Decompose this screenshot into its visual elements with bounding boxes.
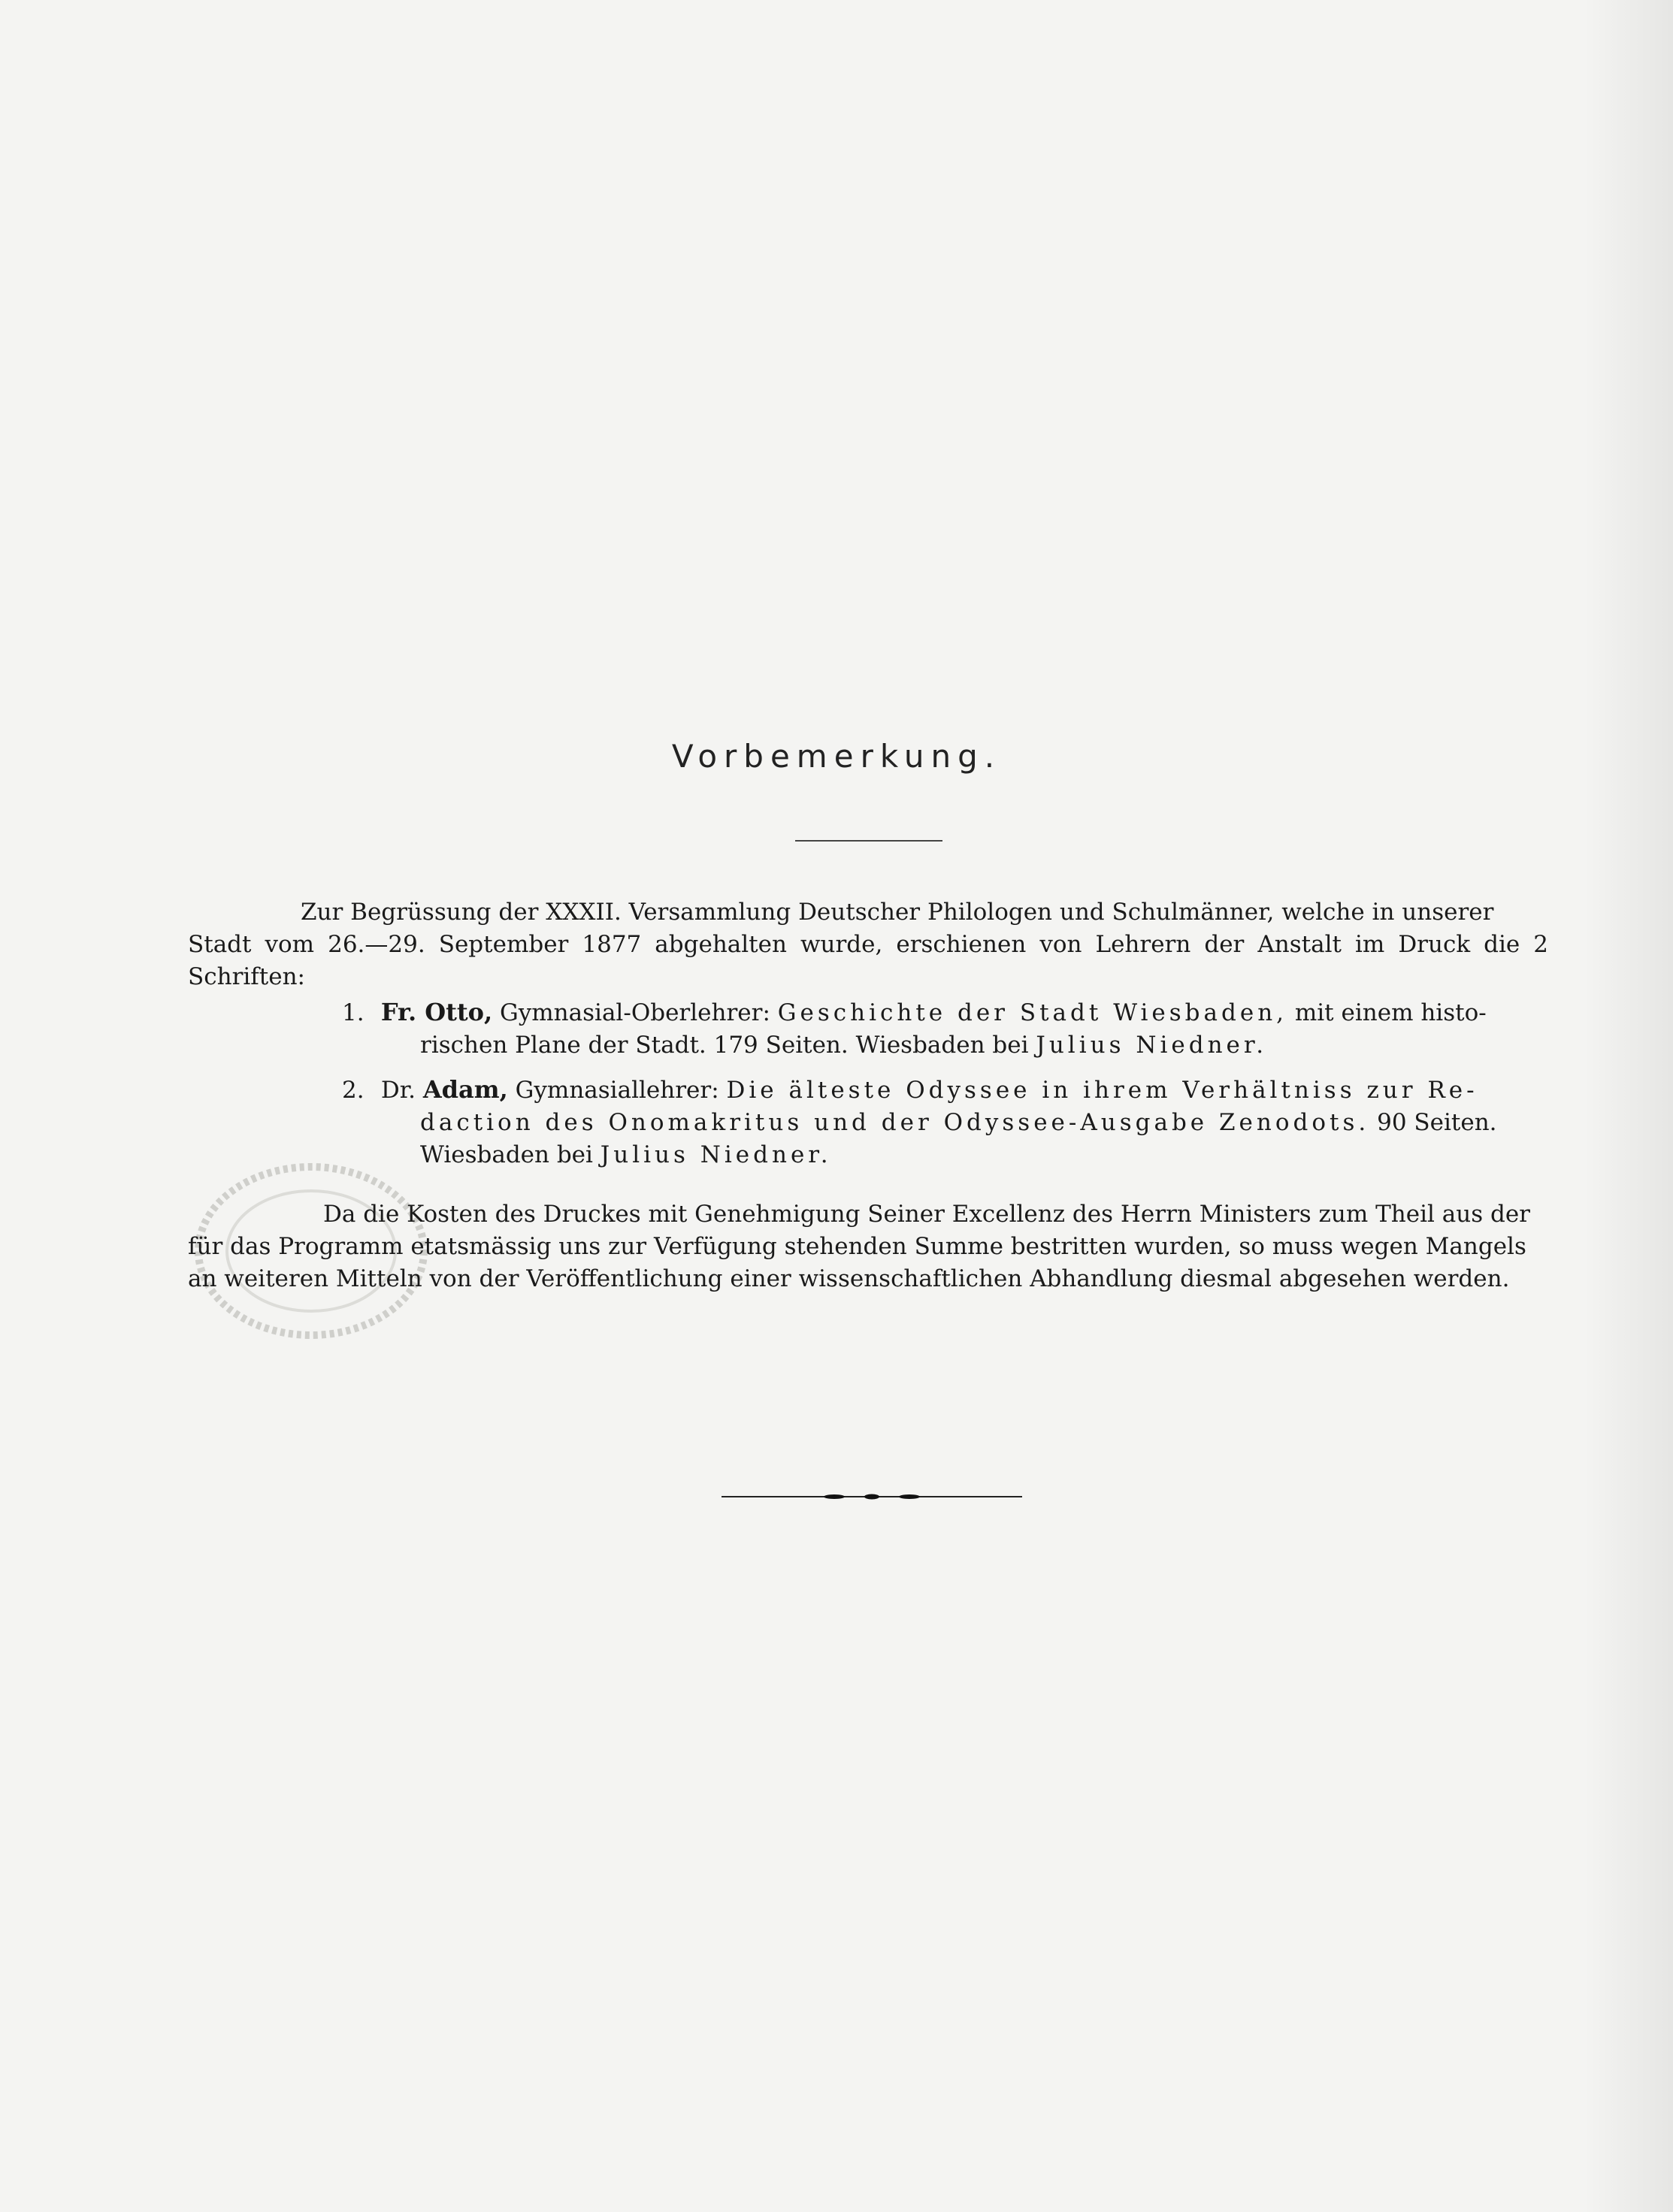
heading-rule	[795, 840, 942, 842]
page-gutter-shadow	[1583, 0, 1673, 2212]
work-page-count: 90 Seiten.	[1377, 1109, 1497, 1136]
document-heading: Vorbemerkung.	[671, 738, 1002, 775]
closing-ornament-rule	[722, 1494, 1022, 1500]
closing-line-1: Da die Kosten des Druckes mit Genehmigung Seiner Excellenz des Herrn Ministers zum Theil aus der	[323, 1201, 1530, 1228]
intro-line-1: Zur Begrüssung der XXXII. Versammlung Deutscher Philologen und Schulmänner, welche in unserer	[301, 899, 1494, 926]
list-item-2-line-1	[342, 1074, 1548, 1107]
author-role: Gymnasiallehrer:	[515, 1077, 719, 1104]
publisher-name: Julius Niedner.	[1036, 1032, 1268, 1059]
work-title: Die älteste Odyssee in ihrem Verhältniss zur Re-	[726, 1077, 1478, 1104]
list-item-1-body	[342, 1029, 1548, 1062]
work-description: rischen Plane der Stadt. 179 Seiten. Wiesbaden bei	[420, 1032, 1029, 1059]
work-title: Geschichte der Stadt Wiesbaden,	[777, 999, 1288, 1026]
list-item-1-line-2	[342, 1029, 1548, 1062]
closing-line-3: an weiteren Mitteln von der Veröffentlichung einer wissenschaftlichen Abhandlung diesmal abgesehen werden.	[188, 1265, 1510, 1292]
list-item-number: 2.	[342, 1077, 365, 1104]
intro-paragraph	[188, 896, 1548, 993]
list-item-2-body	[342, 1107, 1548, 1171]
list-item-2-line-3	[342, 1139, 1548, 1171]
list-item-1-line-1	[342, 996, 1548, 1029]
closing-line-2: für das Programm etatsmässig uns zur Verfügung stehenden Summe bestritten wurden, so muss wegen Mangels	[188, 1233, 1526, 1260]
work-place: Wiesbaden bei	[420, 1141, 593, 1168]
publisher-name: Julius Niedner.	[600, 1141, 832, 1168]
author-prefix: Dr.	[380, 1077, 416, 1104]
list-item-2-line-2	[342, 1107, 1548, 1139]
intro-line-2: Stadt vom 26.—29. September 1877 abgehalten wurde, erschienen von Lehrern der Anstalt im Druck die 2 Schriften:	[188, 931, 1548, 990]
work-title-continuation: daction des Onomakritus und der Odyssee-Ausgabe Zenodots.	[420, 1109, 1370, 1136]
list-item-1	[342, 996, 1548, 1062]
list-item-2	[342, 1074, 1548, 1171]
author-name: Fr. Otto,	[380, 998, 493, 1026]
author-role: Gymnasial-Oberlehrer:	[500, 999, 770, 1026]
closing-paragraph	[188, 1198, 1548, 1295]
list-item-number: 1.	[342, 999, 365, 1026]
author-name: Adam,	[422, 1075, 508, 1104]
work-title-continuation: mit einem histo-	[1294, 999, 1487, 1026]
